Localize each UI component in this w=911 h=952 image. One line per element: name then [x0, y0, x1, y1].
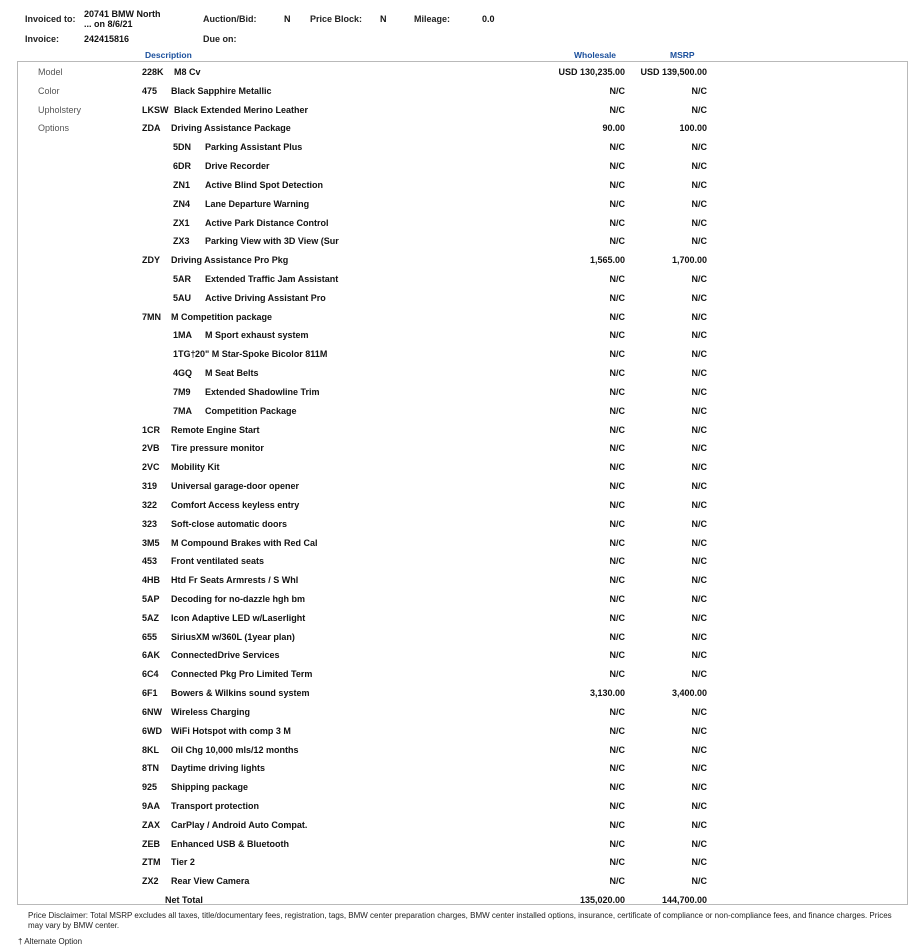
option-code: 3M5: [142, 537, 160, 548]
option-code: 4HB: [142, 575, 161, 586]
due-on-label: Due on:: [203, 34, 237, 44]
invoiced-to-line1: 20741 BMW North: [84, 9, 161, 19]
option-code: 6AK: [142, 650, 161, 661]
wholesale-price: N/C: [609, 217, 625, 228]
col-header-wholesale: Wholesale: [574, 50, 617, 60]
wholesale-price: N/C: [609, 481, 625, 492]
wholesale-price: USD 130,235.00: [558, 67, 625, 77]
table-row: [0, 816, 911, 834]
option-code: 6NW: [142, 706, 162, 717]
wholesale-price: N/C: [609, 537, 625, 548]
table-row: [0, 552, 911, 570]
wholesale-price: N/C: [609, 405, 625, 416]
table-row: [0, 703, 911, 721]
option-code: 2VC: [142, 462, 160, 473]
option-code: 6C4: [142, 669, 159, 680]
row-category: Options: [38, 123, 70, 134]
option-code: ZN4: [173, 198, 191, 209]
msrp-price: N/C: [691, 311, 707, 322]
table-row: [0, 232, 911, 250]
option-code: ZDA: [142, 123, 161, 134]
wholesale-price: N/C: [609, 819, 625, 830]
wholesale-price: 3,130.00: [589, 688, 625, 699]
option-description: Universal garage-door opener: [171, 481, 300, 492]
invoiced-to-label: Invoiced to:: [25, 14, 76, 24]
mileage-value: 0.0: [482, 14, 495, 24]
option-description: Active Driving Assistant Pro: [205, 292, 326, 303]
msrp-price: N/C: [691, 405, 707, 416]
option-description: Daytime driving lights: [171, 763, 266, 774]
option-description: Bowers & Wilkins sound system: [171, 688, 310, 699]
msrp-price: N/C: [691, 669, 707, 680]
option-description: Active Park Distance Control: [205, 217, 329, 228]
msrp-price: N/C: [691, 179, 707, 190]
option-description: Driving Assistance Package: [171, 123, 291, 134]
option-code: 1CR: [142, 424, 161, 435]
auction-value: N: [284, 14, 291, 24]
option-description: Wireless Charging: [171, 706, 250, 717]
option-description: M Sport exhaust system: [205, 330, 309, 341]
msrp-price: N/C: [691, 462, 707, 473]
table-row: [0, 402, 911, 420]
wholesale-price: N/C: [609, 198, 625, 209]
table-row: [0, 101, 911, 119]
table-row: [0, 571, 911, 589]
wholesale-price: N/C: [609, 669, 625, 680]
option-code: 5AP: [142, 593, 160, 604]
wholesale-price: N/C: [609, 274, 625, 285]
option-description: Comfort Access keyless entry: [171, 499, 300, 510]
table-row: [0, 797, 911, 815]
price-block-value: N: [380, 14, 387, 24]
option-code: ZEB: [142, 838, 160, 849]
option-description: Remote Engine Start: [171, 424, 260, 435]
table-row: [0, 138, 911, 156]
option-code: 2VB: [142, 443, 160, 454]
msrp-price: N/C: [691, 556, 707, 567]
msrp-price: N/C: [691, 85, 707, 96]
option-description: SiriusXM w/360L (1year plan): [171, 631, 295, 642]
msrp-price: N/C: [691, 518, 707, 529]
table-row: [0, 722, 911, 740]
msrp-price: 100.00: [679, 123, 707, 134]
table-row: [0, 477, 911, 495]
invoice-label: Invoice:: [25, 34, 60, 44]
option-description: WiFi Hotspot with comp 3 M: [171, 725, 291, 736]
wholesale-price: N/C: [609, 876, 625, 887]
invoice-number: 242415816: [84, 34, 130, 44]
table-row: [0, 534, 911, 552]
option-code: 5AU: [173, 292, 192, 303]
option-code: 6DR: [173, 161, 192, 172]
msrp-price: N/C: [691, 481, 707, 492]
table-row: [0, 835, 911, 853]
msrp-price: N/C: [691, 330, 707, 341]
option-code: ZAX: [142, 819, 160, 830]
option-description: ConnectedDrive Services: [171, 650, 280, 661]
wholesale-price: 1,565.00: [589, 255, 625, 266]
option-code: 925: [142, 782, 158, 793]
option-description: Drive Recorder: [205, 161, 270, 172]
auction-label: Auction/Bid:: [203, 14, 257, 24]
wholesale-price: N/C: [609, 612, 625, 623]
msrp-price: N/C: [691, 650, 707, 661]
msrp-price: N/C: [691, 744, 707, 755]
row-category: Upholstery: [38, 104, 82, 115]
table-row: [0, 590, 911, 608]
table-row: [0, 308, 911, 326]
wholesale-price: N/C: [609, 857, 625, 868]
option-code: 5AZ: [142, 612, 160, 623]
table-row: [0, 364, 911, 382]
option-code: ZX2: [142, 876, 159, 887]
msrp-price: N/C: [691, 631, 707, 642]
col-header-msrp: MSRP: [670, 50, 695, 60]
wholesale-price: N/C: [609, 499, 625, 510]
option-description: 20" M Star-Spoke Bicolor 811M: [195, 349, 328, 360]
option-description: M Compound Brakes with Red Cal: [171, 537, 318, 548]
table-row: [0, 439, 911, 457]
option-description: Oil Chg 10,000 mls/12 months: [171, 744, 299, 755]
table-row: [0, 609, 911, 627]
msrp-price: N/C: [691, 763, 707, 774]
wholesale-price: N/C: [609, 368, 625, 379]
msrp-price: N/C: [691, 819, 707, 830]
net-total-label: Net Total: [165, 895, 203, 906]
net-total-wholesale: 135,020.00: [579, 895, 625, 906]
row-category: Color: [38, 85, 60, 96]
msrp-price: N/C: [691, 142, 707, 153]
msrp-price: N/C: [691, 349, 707, 360]
wholesale-price: N/C: [609, 518, 625, 529]
table-row: [0, 759, 911, 777]
option-code: ZDY: [142, 255, 160, 266]
option-description: Parking Assistant Plus: [205, 142, 303, 153]
option-description: Active Blind Spot Detection: [205, 179, 324, 190]
table-row: [0, 628, 911, 646]
table-row: [0, 157, 911, 175]
msrp-price: N/C: [691, 217, 707, 228]
option-code: 7MA: [173, 405, 193, 416]
option-code: 7M9: [173, 386, 191, 397]
option-description: Parking View with 3D View (Sur: [205, 236, 339, 247]
msrp-price: N/C: [691, 537, 707, 548]
option-description: Extended Traffic Jam Assistant: [205, 274, 339, 285]
option-code: 7MN: [142, 311, 162, 322]
option-description: Enhanced USB & Bluetooth: [171, 838, 290, 849]
msrp-price: N/C: [691, 104, 707, 115]
option-code: ZTM: [142, 857, 161, 868]
msrp-price: N/C: [691, 198, 707, 209]
table-row: [0, 646, 911, 664]
price-disclaimer: Price Disclaimer: Total MSRP excludes all taxes, title/documentary fees, registration, tags, BMW center preparation charges, BMW center installed options, insurance, certificate of compliance or non-compliance fees, and finance charges. Prices may vary by BMW center.: [28, 911, 892, 930]
table-row: [0, 458, 911, 476]
msrp-price: N/C: [691, 706, 707, 717]
option-code: 323: [142, 518, 158, 529]
msrp-price: N/C: [691, 424, 707, 435]
msrp-price: N/C: [691, 443, 707, 454]
option-description: Decoding for no-dazzle hgh bm: [171, 593, 305, 604]
option-description: Lane Departure Warning: [205, 198, 310, 209]
wholesale-price: N/C: [609, 104, 625, 115]
option-description: Mobility Kit: [171, 462, 220, 473]
table-row: [0, 326, 911, 344]
col-header-description: Description: [145, 50, 192, 60]
wholesale-price: N/C: [609, 236, 625, 247]
wholesale-price: 90.00: [602, 123, 625, 134]
option-code: 4GQ: [173, 368, 193, 379]
wholesale-price: N/C: [609, 161, 625, 172]
option-code: ZX1: [173, 217, 190, 228]
wholesale-price: N/C: [609, 349, 625, 360]
option-description: Htd Fr Seats Armrests / S Whl: [171, 575, 299, 586]
msrp-price: N/C: [691, 274, 707, 285]
msrp-price: N/C: [691, 593, 707, 604]
msrp-price: N/C: [691, 612, 707, 623]
option-code: 5AR: [173, 274, 192, 285]
table-row: [0, 119, 911, 137]
wholesale-price: N/C: [609, 650, 625, 661]
table-row: [0, 289, 911, 307]
option-code: 655: [142, 631, 158, 642]
table-row: [0, 665, 911, 683]
wholesale-price: N/C: [609, 443, 625, 454]
wholesale-price: N/C: [609, 763, 625, 774]
msrp-price: N/C: [691, 161, 707, 172]
option-code: 8TN: [142, 763, 160, 774]
table-row: [0, 496, 911, 514]
option-description: Competition Package: [205, 405, 297, 416]
option-description: Connected Pkg Pro Limited Term: [171, 669, 313, 680]
msrp-price: N/C: [691, 368, 707, 379]
table-row: [0, 383, 911, 401]
net-total-row: [0, 891, 911, 909]
option-description: Tire pressure monitor: [171, 443, 264, 454]
option-description: M Competition package: [171, 311, 273, 322]
table-row: [0, 195, 911, 213]
option-code: 6WD: [142, 725, 162, 736]
msrp-price: N/C: [691, 575, 707, 586]
msrp-price: USD 139,500.00: [640, 67, 707, 77]
option-code: ZN1: [173, 179, 191, 190]
wholesale-price: N/C: [609, 292, 625, 303]
table-row: [0, 63, 911, 81]
option-description: Shipping package: [171, 782, 249, 793]
wholesale-price: N/C: [609, 386, 625, 397]
option-description: Soft-close automatic doors: [171, 518, 288, 529]
option-code: 1MA: [173, 330, 193, 341]
option-description: Extended Shadowline Trim: [205, 386, 320, 397]
option-code: 453: [142, 556, 158, 567]
wholesale-price: N/C: [609, 142, 625, 153]
price-block-label: Price Block:: [310, 14, 363, 24]
option-description: Black Sapphire Metallic: [171, 85, 272, 96]
option-code: 228K: [142, 67, 164, 77]
option-description: Driving Assistance Pro Pkg: [171, 255, 289, 266]
wholesale-price: N/C: [609, 725, 625, 736]
option-code: 1TG†: [173, 349, 196, 360]
msrp-price: N/C: [691, 292, 707, 303]
option-description: M8 Cv: [174, 67, 201, 77]
table-row: [0, 251, 911, 269]
option-code: 6F1: [142, 688, 158, 699]
table-row: [0, 421, 911, 439]
msrp-price: N/C: [691, 236, 707, 247]
table-row: [0, 778, 911, 796]
invoiced-to-line2: ... on 8/6/21: [84, 19, 133, 29]
alternate-option-footnote: † Alternate Option: [18, 937, 83, 946]
msrp-price: 3,400.00: [671, 688, 707, 699]
table-row: [0, 741, 911, 759]
wholesale-price: N/C: [609, 424, 625, 435]
table-row: [0, 684, 911, 702]
msrp-price: N/C: [691, 876, 707, 887]
option-description: CarPlay / Android Auto Compat.: [171, 819, 308, 830]
wholesale-price: N/C: [609, 593, 625, 604]
msrp-price: N/C: [691, 386, 707, 397]
msrp-price: N/C: [691, 782, 707, 793]
option-code: 8KL: [142, 744, 160, 755]
table-row: [0, 345, 911, 363]
option-code: 319: [142, 481, 158, 492]
wholesale-price: N/C: [609, 631, 625, 642]
option-description: Rear View Camera: [171, 876, 250, 887]
option-code: 9AA: [142, 800, 161, 811]
option-description: Icon Adaptive LED w/Laserlight: [171, 612, 306, 623]
wholesale-price: N/C: [609, 556, 625, 567]
msrp-price: N/C: [691, 838, 707, 849]
msrp-price: N/C: [691, 857, 707, 868]
option-code: LKSW: [142, 104, 169, 115]
table-row: [0, 853, 911, 871]
wholesale-price: N/C: [609, 311, 625, 322]
msrp-price: N/C: [691, 725, 707, 736]
net-total-msrp: 144,700.00: [661, 895, 707, 906]
option-description: Black Extended Merino Leather: [174, 104, 309, 115]
option-code: ZX3: [173, 236, 190, 247]
option-code: 322: [142, 499, 158, 510]
option-code: 5DN: [173, 142, 192, 153]
option-description: Front ventilated seats: [171, 556, 265, 567]
wholesale-price: N/C: [609, 838, 625, 849]
wholesale-price: N/C: [609, 782, 625, 793]
wholesale-price: N/C: [609, 85, 625, 96]
mileage-label: Mileage:: [414, 14, 451, 24]
table-row: [0, 214, 911, 232]
wholesale-price: N/C: [609, 706, 625, 717]
msrp-price: 1,700.00: [671, 255, 707, 266]
option-description: M Seat Belts: [205, 368, 259, 379]
wholesale-price: N/C: [609, 744, 625, 755]
wholesale-price: N/C: [609, 800, 625, 811]
msrp-price: N/C: [691, 800, 707, 811]
option-description: Tier 2: [171, 857, 195, 868]
wholesale-price: N/C: [609, 330, 625, 341]
table-row: [0, 515, 911, 533]
msrp-price: N/C: [691, 499, 707, 510]
wholesale-price: N/C: [609, 462, 625, 473]
table-row: [0, 176, 911, 194]
row-category: Model: [38, 67, 63, 77]
wholesale-price: N/C: [609, 179, 625, 190]
wholesale-price: N/C: [609, 575, 625, 586]
option-description: Transport protection: [171, 800, 260, 811]
option-code: 475: [142, 85, 158, 96]
table-row: [0, 270, 911, 288]
table-row: [0, 872, 911, 890]
table-row: [0, 82, 911, 100]
